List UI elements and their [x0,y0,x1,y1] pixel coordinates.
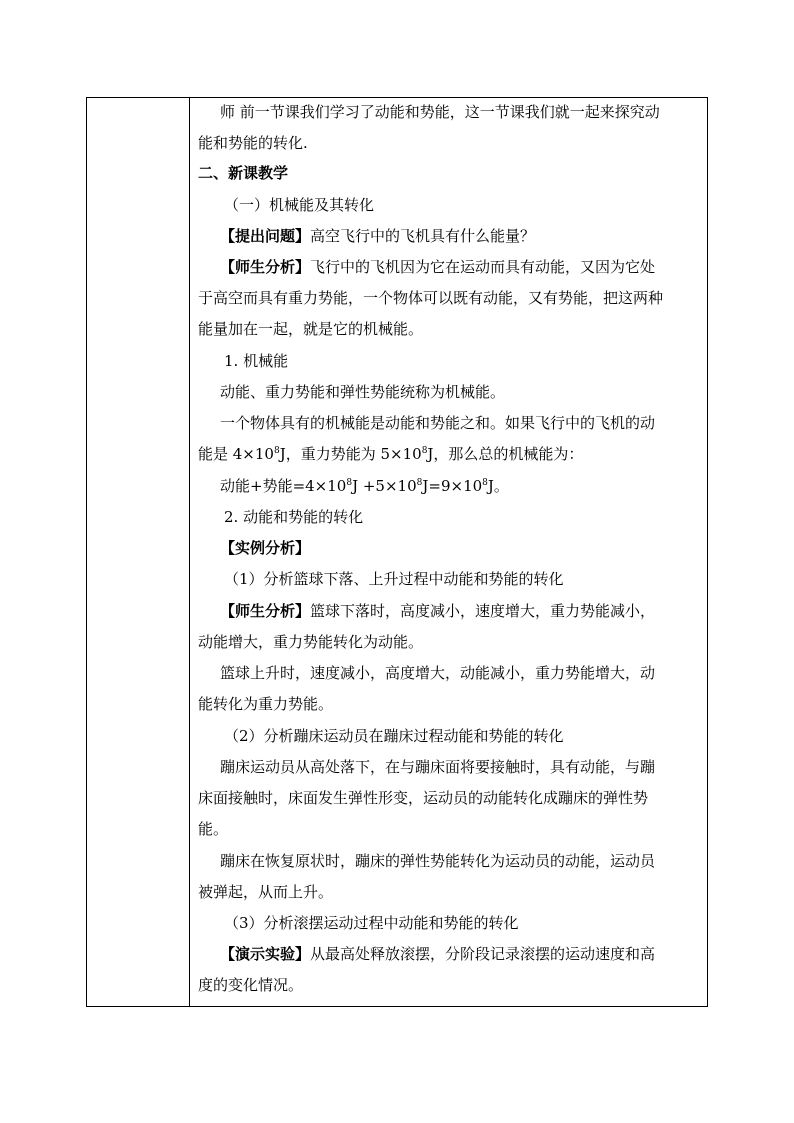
tag-label: 【师生分析】 [220,258,311,276]
paragraph-line: 蹦床在恢复原状时，蹦床的弹性势能转化为运动员的动能，运动员 [220,852,656,870]
item-heading: 1. 机械能 [224,352,289,370]
paragraph-line: 【演示实验】从最高处释放滚摆，分阶段记录滚摆的运动速度和高 [220,945,656,963]
tag-label: 【实例分析】 [220,539,311,557]
paragraph-line: 能。 [198,820,229,838]
formula-line: 动能+势能$=4\times 10^8J +5\times 10^8J=9\times 10^8J$。 [220,477,509,495]
paragraph-line: 被弹起，从而上升。 [198,883,334,901]
paragraph-line: 于高空而具有重力势能，一个物体可以既有动能，又有势能，把这两种 [198,289,664,307]
tag-label: 【演示实验】 [220,945,311,963]
paragraph-line: 能转化为重力势能。 [198,695,334,713]
paragraph-line: 一个物体具有的机械能是动能和势能之和。如果飞行中的飞机的动 [220,414,656,432]
content-cell [190,98,707,1006]
subsection-heading: （一）机械能及其转化 [224,196,375,214]
paragraph-line: 度的变化情况。 [198,976,304,994]
paragraph-line: （3）分析滚摆运动过程中动能和势能的转化 [224,914,519,932]
paragraph-line: 床面接触时，床面发生弹性形变，运动员的动能转化成蹦床的弹性势 [198,789,649,807]
paragraph-line: 【提出问题】高空飞行中的飞机具有什么能量？ [220,227,536,245]
paragraph-line: 能是 $4\times 10^8J$，重力势能为 $5\times 10^8J$，那么总的机械能为： [198,445,584,463]
item-heading: 2. 动能和势能的转化 [224,508,364,526]
paragraph-line: 蹦床运动员从高处落下，在与蹦床面将要接触时，具有动能，与蹦 [220,758,656,776]
paragraph-line: 【师生分析】飞行中的飞机因为它在运动而具有动能，又因为它处 [220,258,656,276]
paragraph-line: 篮球上升时，速度减小，高度增大，动能减小，重力势能增大，动 [220,664,656,682]
paragraph-line: 动能、重力势能和弹性势能统称为机械能。 [220,383,506,401]
paragraph-line: （1）分析篮球下落、上升过程中动能和势能的转化 [224,570,564,588]
paragraph-line: （2）分析蹦床运动员在蹦床过程动能和势能的转化 [224,727,564,745]
tag-label: 【师生分析】 [220,602,311,620]
left-column-cell [87,98,190,1006]
paragraph-line: 能和势能的转化. [198,134,308,152]
paragraph-line: 能量加在一起，就是它的机械能。 [198,320,424,338]
paragraph-line: 师 前一节课我们学习了动能和势能，这一节课我们就一起来探究动 [220,103,660,121]
paragraph-line: 动能增大，重力势能转化为动能。 [198,633,424,651]
lesson-table [86,97,708,1007]
section-heading: 二、新课教学 [198,164,289,182]
tag-label: 【提出问题】 [220,227,311,245]
paragraph-line [220,538,310,558]
paragraph-line: 【师生分析】篮球下落时，高度减小，速度增大，重力势能减小， [220,602,656,620]
